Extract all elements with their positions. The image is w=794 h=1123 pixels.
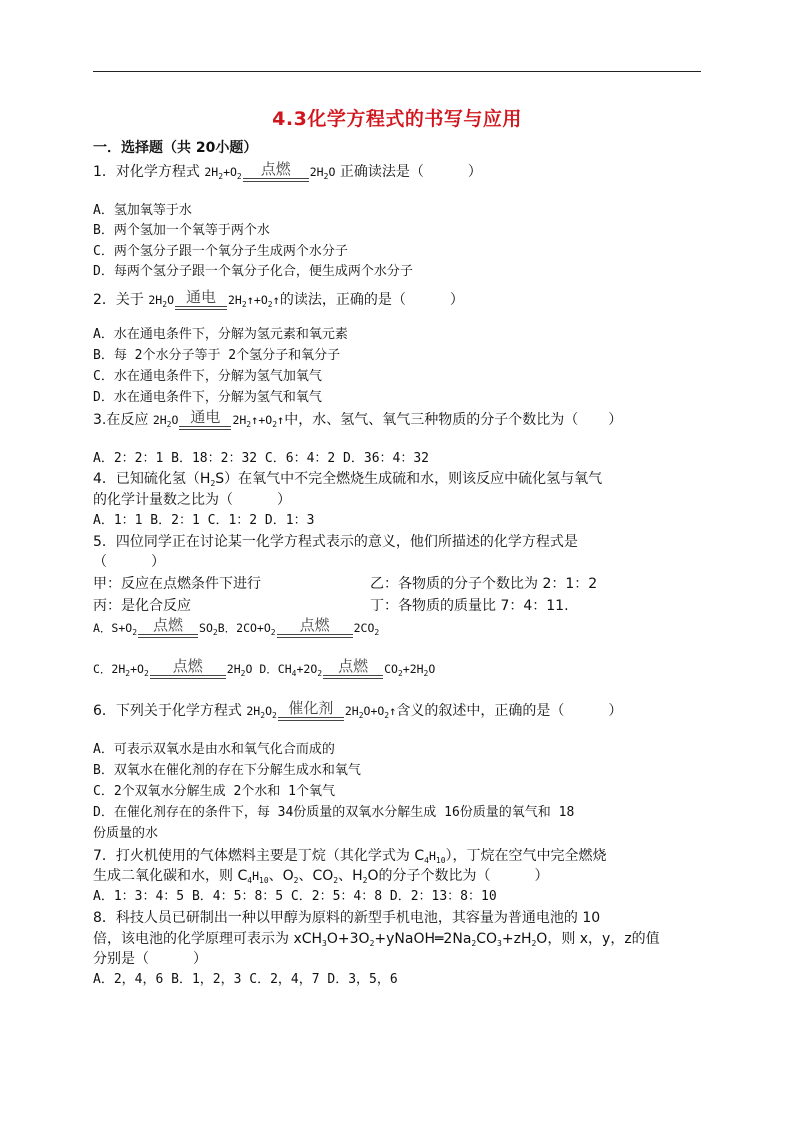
statement-jia: 甲：反应在点燃条件下进行 <box>93 576 261 592</box>
q6-option-c[interactable]: C．2个双氧水分解生成 2个水和 1个氧气 <box>93 784 335 799</box>
q7-options[interactable]: A．1：3：4：5 B．4：5：8：5 C．2：5：4：8 D．2：13：8：10 <box>93 889 497 904</box>
reaction-arrow: 点燃 <box>138 618 198 638</box>
gas-arrow-icon: ↑ <box>272 293 280 307</box>
question-3: 3.在反应 $2H_2O$ 通电 $2H_2↑+O_2↑$中，水、氢气、氧气三种物质的分子个数比为（ ） <box>93 408 623 429</box>
question-7: 7．打火机使用的气体燃料主要是丁烷（其化学式为 $C_4H_{10}$），丁烷在空气中完全燃烧 <box>93 848 607 865</box>
gas-arrow-icon: ↑ <box>246 293 254 307</box>
q5-options-cd[interactable]: C．$2H_2+O_2$ 点燃 $2H_2O$ D．$CH_4+2O_2$ 点燃 $CO_2+2H_2O$ <box>93 657 436 678</box>
question-8-line2: 倍，该电池的化学原理可表示为 $xCH_3O+3O_2+yNaOH═2Na_2CO_3+zH_2O$，则 x，y，z的值 <box>93 931 660 948</box>
reaction-arrow: 点燃 <box>323 659 383 679</box>
gas-arrow-icon: ↑ <box>277 413 285 427</box>
statement-yi: 乙：各物质的分子个数比为 2：1：2 <box>370 576 598 592</box>
q1-option-a[interactable]: A．氢加氧等于水 <box>93 203 192 218</box>
header-rule <box>93 71 701 72</box>
reaction-arrow: 催化剂 <box>278 701 344 721</box>
q3-options[interactable]: A．2：2：1 B．18：2：32 C．6：4：2 D．36：4：32 <box>93 451 430 466</box>
q1-option-c[interactable]: C．两个氢分子跟一个氧分子生成两个水分子 <box>93 244 348 259</box>
question-8-line3: 分别是（ ） <box>93 951 207 967</box>
q5-options-ab[interactable]: A．$S+O_2$ 点燃 $SO_2B$．$2CO+O_2$ 点燃 $2CO_2$ <box>93 616 380 637</box>
q6-option-b[interactable]: B．双氧水在催化剂的存在下分解生成水和氧气 <box>93 763 361 778</box>
q6-option-d[interactable]: D．在催化剂存在的条件下，每 34份质量的双氧水分解生成 16份质量的氧气和 18 <box>93 805 575 820</box>
question-7-line2: 生成二氧化碳和水，则 $C_4H_{10}$、$O_2$、$CO_2$、$H_2O$的分子个数比为（ ） <box>93 868 549 885</box>
reaction-arrow: 通电 <box>179 410 231 430</box>
q2-option-a[interactable]: A．水在通电条件下，分解为氢元素和氧元素 <box>93 327 348 342</box>
q2-option-b[interactable]: B．每 2个水分子等于 2个氢分子和氧分子 <box>93 348 341 363</box>
question-1: 1．对化学方程式 $2H_2+O_2$ 点燃 $2H_2O$ 正确读法是（ ） <box>93 160 482 181</box>
gas-arrow-icon: ↑ <box>251 413 259 427</box>
question-6: 6．下列关于化学方程式 $2H_2O_2$ 催化剂 $2H_2O+O_2↑$含义的叙述中，正确的是（ ） <box>93 699 623 720</box>
question-8: 8．科技人员已研制出一种以甲醇为原料的新型手机电池，其容量为普通电池的 10 <box>93 910 601 926</box>
statement-ding: 丁：各物质的质量比 7：4：11. <box>370 598 569 614</box>
q1-option-b[interactable]: B．两个氢加一个氧等于两个水 <box>93 223 270 238</box>
reaction-arrow: 点燃 <box>243 162 309 182</box>
question-2: 2．关于 $2H_2O$ 通电 $2H_2↑+O_2↑$的读法，正确的是（ ） <box>93 288 464 309</box>
statement-bing: 丙：是化合反应 <box>93 598 191 614</box>
question-5: 5．四位同学正在讨论某一化学方程式表示的意义，他们所描述的化学方程式是 <box>93 534 578 550</box>
q6-option-a[interactable]: A．可表示双氧水是由水和氧气化合而成的 <box>93 742 335 757</box>
page-title: 4.3化学方程式的书写与应用 <box>272 108 522 130</box>
q4-options[interactable]: A．1：1 B．2：1 C．1：2 D．1：3 <box>93 513 315 528</box>
q2-option-d[interactable]: D．水在通电条件下，分解为氢气和氧气 <box>93 390 322 405</box>
question-4-line2: 的化学计量数之比为（ ） <box>93 492 291 508</box>
q1-option-d[interactable]: D．每两个氢分子跟一个氧分子化合，便生成两个水分子 <box>93 264 413 279</box>
question-5-paren: （ ） <box>93 554 165 570</box>
q2-option-c[interactable]: C．水在通电条件下，分解为氢气加氧气 <box>93 369 322 384</box>
gas-arrow-icon: ↑ <box>389 704 397 718</box>
reaction-arrow: 点燃 <box>150 659 226 679</box>
section-heading: 一．选择题（共 20小题） <box>93 140 258 156</box>
reaction-arrow: 通电 <box>175 290 227 310</box>
q8-options[interactable]: A．2，4，6 B．1，2，3 C．2，4，7 D．3，5，6 <box>93 972 398 987</box>
question-4: 4．已知硫化氢$(H_2S)$在氧气中不完全燃烧生成硫和水，则该反应中硫化氢与氧气 <box>93 471 603 488</box>
q6-option-d-cont: 份质量的水 <box>93 826 159 841</box>
reaction-arrow: 点燃 <box>277 618 353 638</box>
